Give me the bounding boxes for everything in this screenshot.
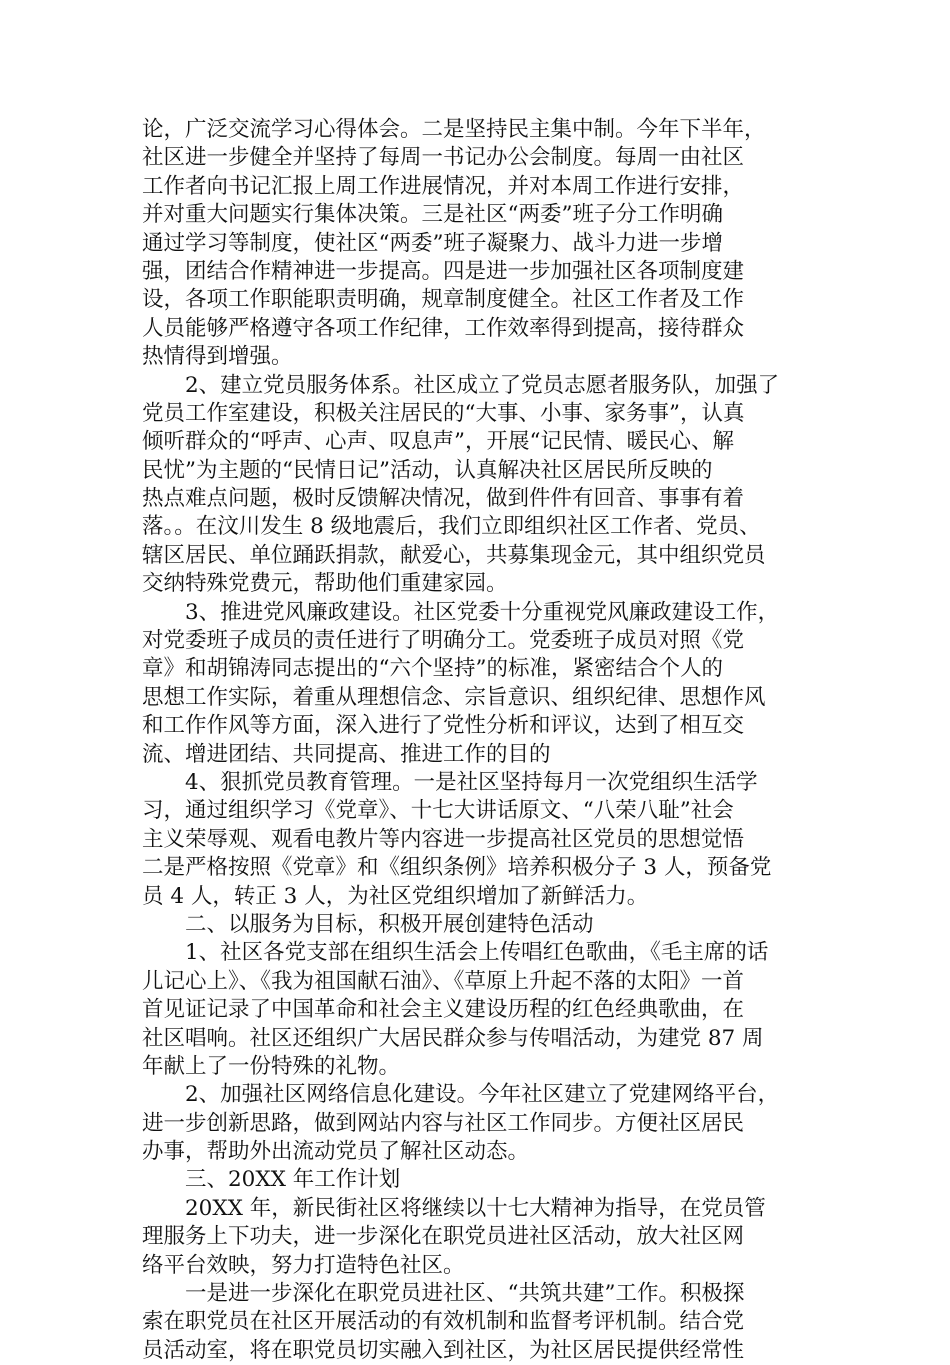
text-line: 2、建立党员服务体系。社区成立了党员志愿者服务队，加强了	[142, 372, 780, 398]
text-line: 思想工作实际，着重从理想信念、宗旨意识、组织纪律、思想作风	[142, 684, 766, 710]
text-line: 2、加强社区网络信息化建设。今年社区建立了党建网络平台，	[142, 1082, 780, 1108]
text-line: 人员能够严格遵守各项工作纪律，工作效率得到提高，接待群众	[142, 315, 745, 341]
text-line: 一是进一步深化在职党员进社区、“共筑共建”工作。积极探	[142, 1281, 745, 1307]
text-line: 工作者向书记汇报上周工作进展情况，并对本周工作进行安排，	[142, 173, 745, 199]
text-line: 辖区居民、单位踊跃捐款，献爱心，共募集现金元，其中组织党员	[142, 542, 766, 568]
text-line: 二、以服务为目标，积极开展创建特色活动	[142, 911, 594, 937]
text-line: 热情得到增强。	[142, 344, 293, 370]
text-line: 落。。在汶川发生 8 级地震后，我们立即组织社区工作者、党员、	[142, 514, 761, 540]
text-line: 三、20XX 年工作计划	[142, 1167, 401, 1193]
text-line: 络平台效映，努力打造特色社区。	[142, 1252, 465, 1278]
text-line: 1、社区各党支部在组织生活会上传唱红色歌曲，《毛主席的话	[142, 940, 769, 966]
text-line: 习，通过组织学习《党章》、十七大讲话原文、“八荣八耻”社会	[142, 798, 734, 824]
text-line: 对党委班子成员的责任进行了明确分工。党委班子成员对照《党	[142, 628, 745, 654]
text-line: 进一步创新思路，做到网站内容与社区工作同步。方便社区居民	[142, 1110, 745, 1136]
text-line: 社区唱响。社区还组织广大居民群众参与传唱活动，为建党 87 周	[142, 1025, 764, 1051]
text-line: 员 4 人，转正 3 人，为社区党组织增加了新鲜活力。	[142, 883, 649, 909]
text-line: 并对重大问题实行集体决策。三是社区“两委”班子分工作明确	[142, 202, 723, 228]
text-line: 倾听群众的“呼声、心声、叹息声”，开展“记民情、暖民心、解	[142, 429, 734, 455]
text-line: 党员工作室建设，积极关注居民的“大事、小事、家务事”，认真	[142, 400, 745, 426]
text-line: 社区进一步健全并坚持了每周一书记办公会制度。每周一由社区	[142, 145, 745, 171]
text-line: 4、狠抓党员教育管理。一是社区坚持每月一次党组织生活学	[142, 769, 758, 795]
text-line: 3、推进党风廉政建设。社区党委十分重视党风廉政建设工作，	[142, 599, 780, 625]
text-line: 章》和胡锦涛同志提出的“六个坚持”的标准，紧密结合个人的	[142, 656, 723, 682]
text-line: 热点难点问题，极时反馈解决情况，做到件件有回音、事事有着	[142, 486, 745, 512]
text-line: 二是严格按照《党章》和《组织条例》培养积极分子 3 人，预备党	[142, 855, 772, 881]
text-line: 流、增进团结、共同提高、推进工作的目的	[142, 741, 551, 767]
text-line: 民忧”为主题的“民情日记”活动，认真解决社区居民所反映的	[142, 457, 713, 483]
text-line: 通过学习等制度，使社区“两委”班子凝聚力、战斗力进一步增	[142, 230, 723, 256]
document-body	[142, 116, 808, 1365]
text-line: 论，广泛交流学习心得体会。二是坚持民主集中制。今年下半年，	[142, 117, 766, 142]
text-line: 办事，帮助外出流动党员了解社区动态。	[142, 1139, 530, 1165]
text-line: 设，各项工作职能职责明确，规章制度健全。社区工作者及工作	[142, 287, 745, 313]
text-line: 年献上了一份特殊的礼物。	[142, 1053, 401, 1079]
text-line: 交纳特殊党费元，帮助他们重建家园。	[142, 571, 508, 597]
text-line: 儿记心上》、《我为祖国献石油》、《草原上升起不落的太阳》一首	[142, 968, 745, 994]
text-line: 强，团结合作精神进一步提高。四是进一步加强社区各项制度建	[142, 258, 745, 284]
text-line: 20XX 年，新民街社区将继续以十七大精神为指导，在党员管	[142, 1195, 766, 1221]
text-line: 理服务上下功夫，进一步深化在职党员进社区活动，放大社区网	[142, 1224, 745, 1250]
text-line: 主义荣辱观、观看电教片等内容进一步提高社区党员的思想觉悟	[142, 826, 745, 852]
text-line: 员活动室，将在职党员切实融入到社区，为社区居民提供经常性	[142, 1337, 745, 1363]
text-line: 首见证记录了中国革命和社会主义建设历程的红色经典歌曲，在	[142, 997, 745, 1023]
text-line: 和工作作风等方面，深入进行了党性分析和评议，达到了相互交	[142, 713, 745, 739]
text-line: 索在职党员在社区开展活动的有效机制和监督考评机制。结合党	[142, 1309, 745, 1335]
